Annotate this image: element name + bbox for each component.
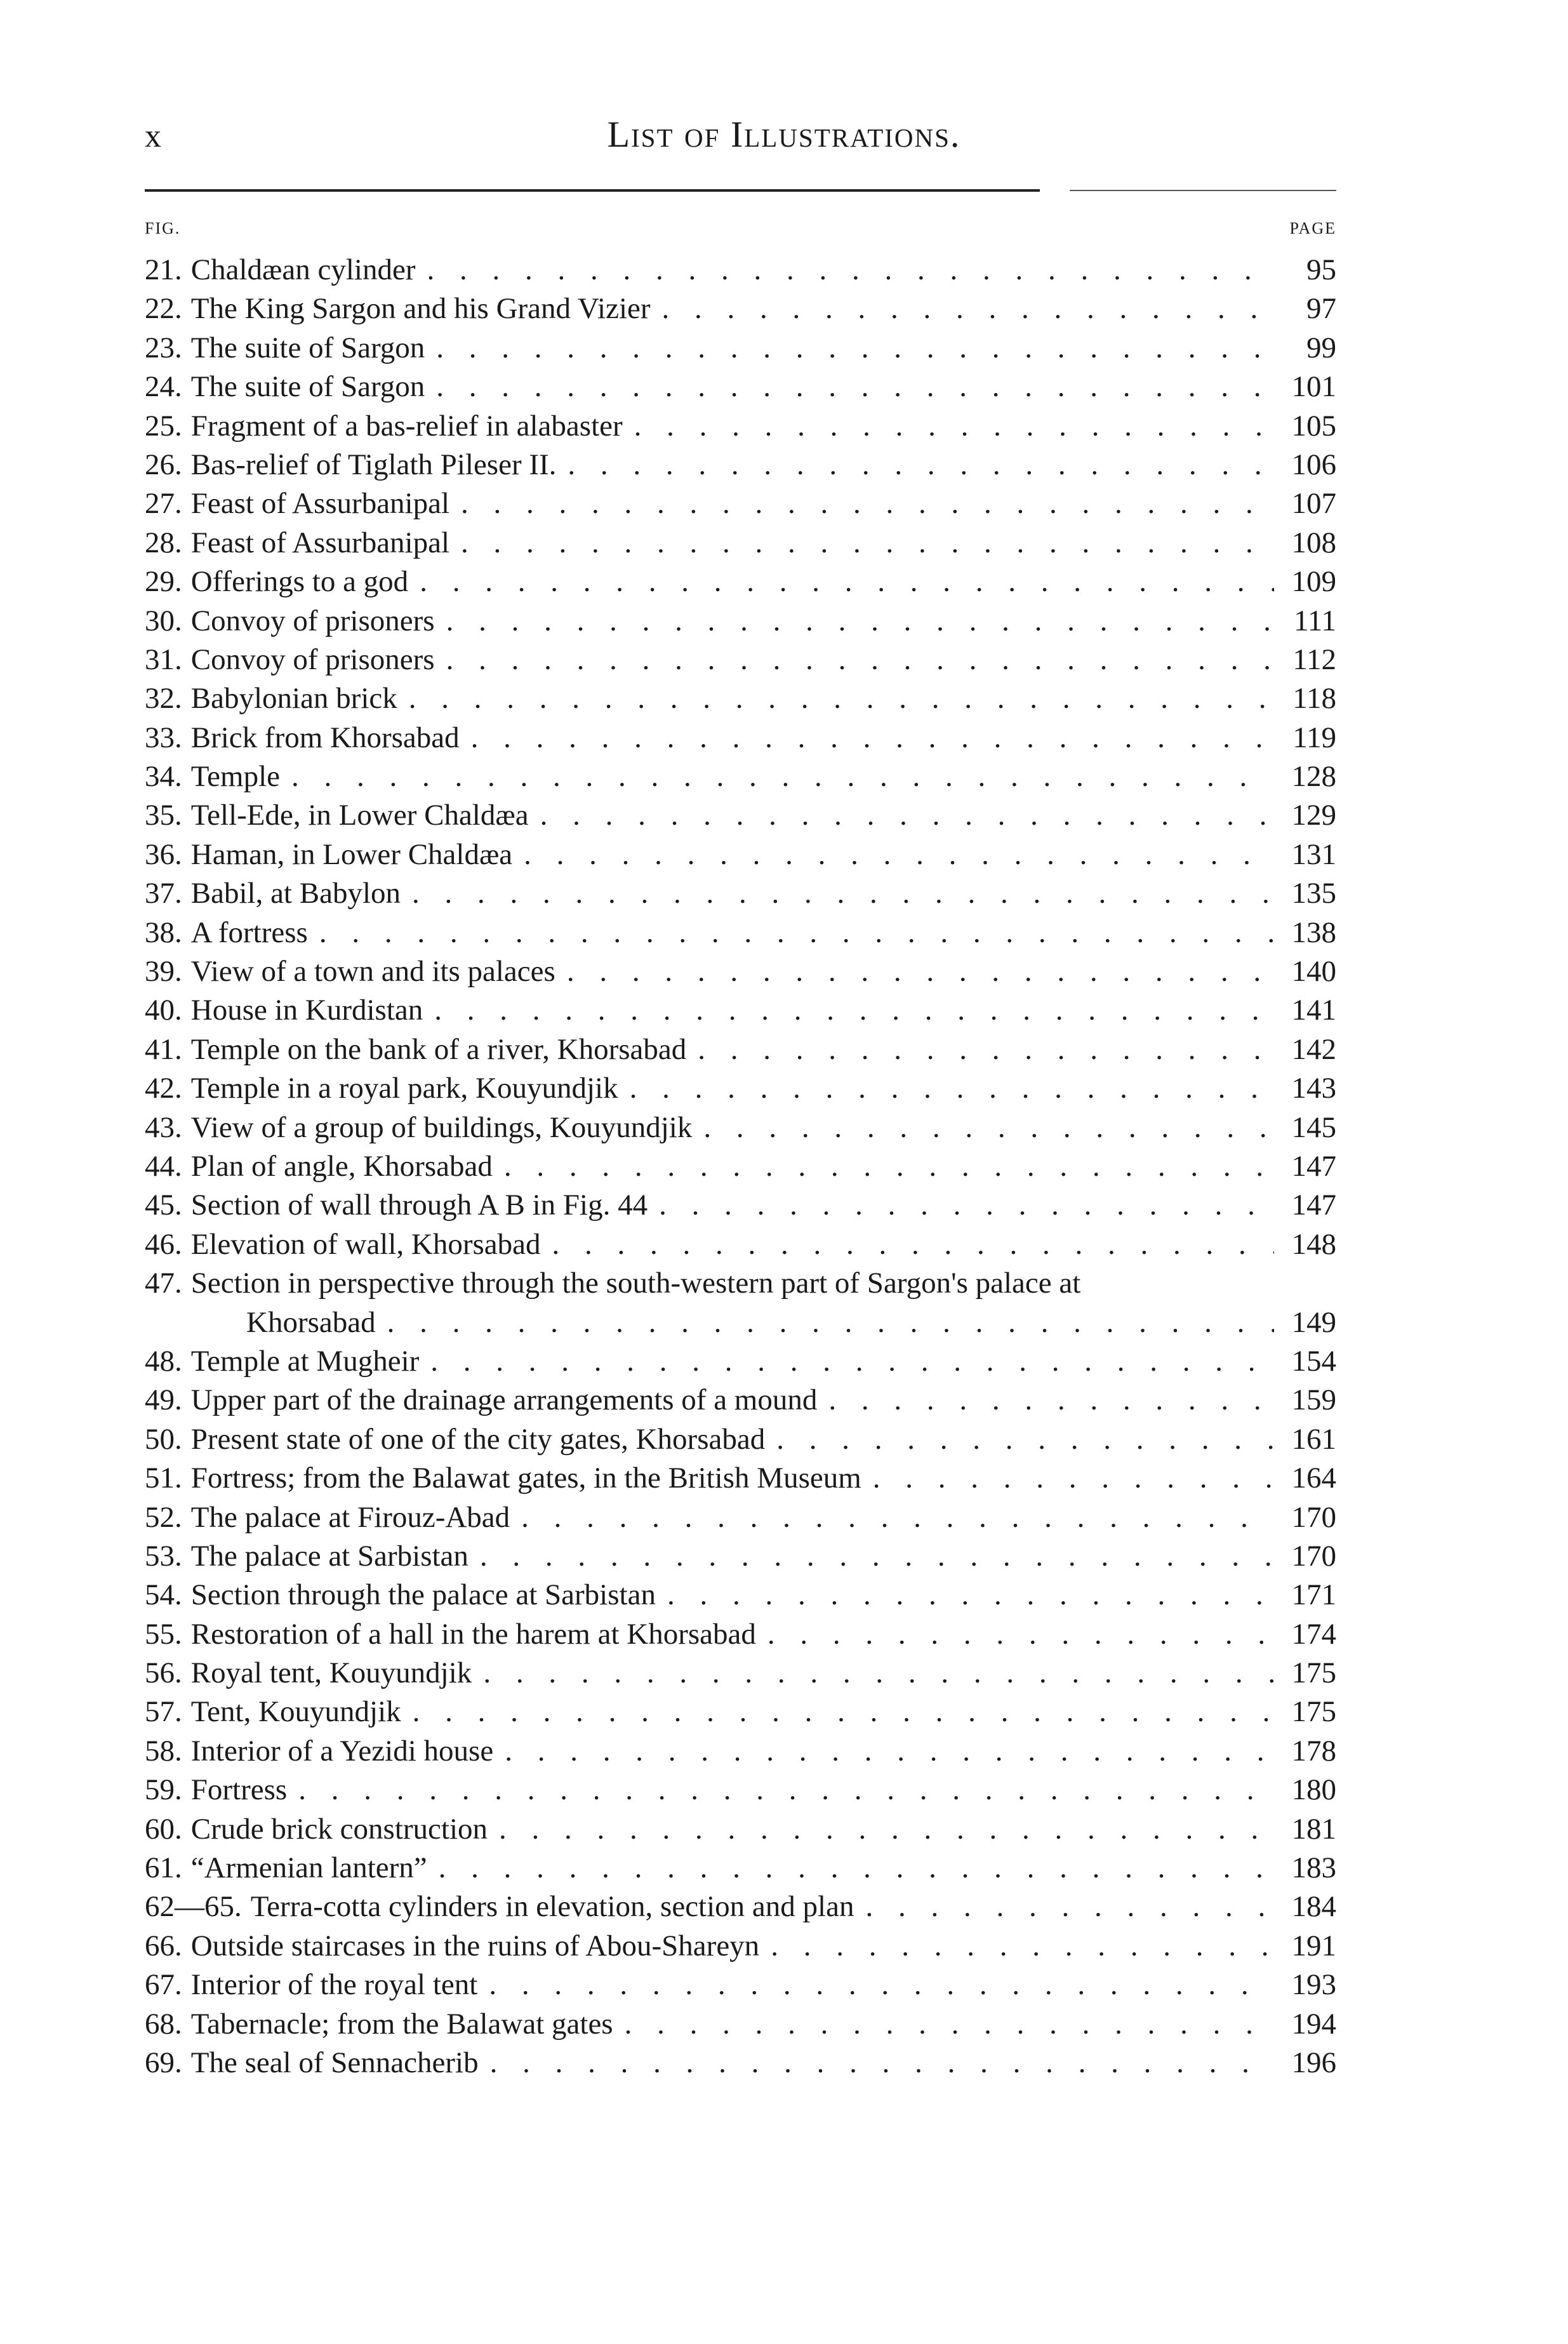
dot-leader <box>767 1617 1274 1651</box>
dot-leader <box>540 798 1274 832</box>
dot-leader <box>483 1656 1274 1690</box>
dot-leader <box>667 1578 1274 1612</box>
dot-leader <box>552 1227 1274 1262</box>
figure-number: 36. <box>145 837 182 871</box>
page-title: List of Illustrations. <box>607 114 961 155</box>
page-number-ref: 175 <box>1291 1656 1336 1690</box>
dot-leader <box>436 370 1274 404</box>
page-number-ref: 180 <box>1291 1773 1336 1807</box>
figure-title: Section of wall through A B in Fig. 44 <box>190 1189 648 1222</box>
page-number-ref: 108 <box>1291 526 1336 559</box>
list-item <box>145 486 1336 525</box>
page-number-ref: 131 <box>1291 837 1336 871</box>
dot-leader <box>776 1422 1274 1456</box>
figure-title: Fortress; from the Balawat gates, in the British Museum <box>190 1462 861 1495</box>
page-number-ref: 142 <box>1291 1032 1336 1066</box>
figure-number: 60. <box>145 1812 182 1846</box>
figure-number: 52. <box>145 1500 182 1534</box>
page-number-ref: 171 <box>1291 1578 1336 1612</box>
dot-leader <box>298 1773 1274 1807</box>
page-column-header: PAGE <box>1289 219 1336 237</box>
list-item <box>145 1812 1336 1851</box>
figure-title: Bas-relief of Tiglath Pileser II. <box>190 448 557 481</box>
list-item <box>145 1578 1336 1616</box>
dot-leader <box>703 1110 1274 1145</box>
list-item <box>145 837 1336 876</box>
page-number-ref: 170 <box>1291 1500 1336 1534</box>
page-number-ref: 178 <box>1291 1734 1336 1768</box>
figure-title: House in Kurdistan <box>190 994 423 1027</box>
dot-leader <box>387 1305 1274 1340</box>
dot-leader <box>319 916 1274 950</box>
dot-leader <box>446 643 1274 677</box>
figure-title: Tell-Ede, in Lower Chaldæa <box>190 799 529 832</box>
figure-number: 56. <box>145 1656 182 1690</box>
figure-number: 31. <box>145 643 182 676</box>
figure-title: Interior of the royal tent <box>190 1968 478 2002</box>
figure-number: 62—65. <box>145 1890 242 1924</box>
list-item <box>145 643 1336 681</box>
page-number-ref: 112 <box>1292 643 1336 676</box>
figure-number: 67. <box>145 1968 182 2002</box>
dot-leader <box>480 1539 1274 1573</box>
figure-number: 46. <box>145 1227 182 1261</box>
page-number-ref: 191 <box>1291 1929 1336 1962</box>
page-number-ref: 147 <box>1291 1149 1336 1183</box>
figure-title: The suite of Sargon <box>190 370 425 404</box>
page-number-ref: 105 <box>1291 409 1336 443</box>
list-item <box>145 2046 1336 2084</box>
list-item <box>145 1734 1336 1773</box>
dot-leader <box>420 564 1274 599</box>
figure-title: The palace at Sarbistan <box>190 1539 468 1573</box>
figure-number: 45. <box>145 1189 182 1222</box>
header-rule-right <box>1070 190 1336 191</box>
page-number-ref: 159 <box>1291 1383 1336 1417</box>
list-item <box>145 1773 1336 1811</box>
figure-title: View of a group of buildings, Kouyundjik <box>190 1110 693 1144</box>
figure-title: Convoy of prisoners <box>190 604 435 637</box>
page-number-ref: 193 <box>1291 1968 1336 2002</box>
list-item <box>145 721 1336 759</box>
figure-title: Outside staircases in the ruins of Abou-Shareyn <box>190 1929 760 1962</box>
figure-number: 53. <box>145 1539 182 1573</box>
figure-title: Fortress <box>190 1773 288 1807</box>
figure-title: Interior of a Yezidi house <box>190 1734 494 1768</box>
page-number-ref: 141 <box>1291 994 1336 1027</box>
figure-title: Tabernacle; from the Balawat gates <box>190 2007 613 2041</box>
dot-leader <box>461 526 1274 560</box>
list-item <box>145 1500 1336 1539</box>
figure-title: Restoration of a hall in the harem at Khorsabad <box>190 1617 756 1651</box>
figure-number: 32. <box>145 682 182 716</box>
list-item <box>145 253 1336 291</box>
dot-leader <box>524 837 1274 872</box>
header-rule <box>145 189 1040 192</box>
list-item <box>145 1889 1336 1928</box>
figure-number: 41. <box>145 1032 182 1066</box>
list-item <box>145 291 1336 330</box>
list-item <box>145 1227 1336 1266</box>
dot-leader <box>659 1188 1274 1222</box>
dot-leader <box>434 993 1274 1027</box>
figure-number: 47. <box>145 1267 182 1300</box>
figure-number: 43. <box>145 1110 182 1144</box>
dot-leader <box>771 1929 1274 1963</box>
figure-title: Feast of Assurbanipal <box>190 487 450 521</box>
list-item <box>145 2007 1336 2046</box>
page-number-ref: 97 <box>1306 292 1336 326</box>
dot-leader <box>630 1071 1274 1105</box>
page-number-ref: 106 <box>1291 448 1336 481</box>
list-item <box>145 1656 1336 1695</box>
figure-title: Upper part of the drainage arrangements of a mound <box>190 1383 818 1417</box>
figure-title: Chaldæan cylinder <box>190 253 416 286</box>
page-number-ref: 118 <box>1292 682 1336 716</box>
dot-leader <box>409 681 1274 716</box>
page-number-ref: 107 <box>1291 487 1336 521</box>
list-item <box>145 681 1336 720</box>
page-number-ref: 129 <box>1291 799 1336 832</box>
figure-title: The suite of Sargon <box>190 331 425 364</box>
dot-leader <box>291 759 1274 794</box>
page-number-ref: 128 <box>1291 760 1336 794</box>
list-item <box>145 1617 1336 1656</box>
figure-title: Feast of Assurbanipal <box>190 526 450 559</box>
list-item <box>145 1461 1336 1500</box>
figure-number: 42. <box>145 1072 182 1105</box>
list-item <box>145 448 1336 486</box>
dot-leader <box>504 1149 1274 1183</box>
figure-title: Terra-cotta cylinders in elevation, section and plan <box>250 1890 854 1924</box>
figure-title: “Armenian lantern” <box>190 1851 427 1885</box>
figure-number: 57. <box>145 1695 182 1729</box>
dot-leader <box>828 1383 1274 1417</box>
dot-leader <box>625 2007 1274 2041</box>
figure-title: Fragment of a bas-relief in alabaster <box>190 409 623 443</box>
dot-leader <box>439 1851 1274 1885</box>
dot-leader <box>568 448 1274 482</box>
list-item <box>145 1383 1336 1422</box>
figure-number: 44. <box>145 1149 182 1183</box>
figure-number: 27. <box>145 487 182 521</box>
figure-title: Plan of angle, Khorsabad <box>190 1149 493 1183</box>
list-item-continuation <box>145 1305 1336 1344</box>
page-number-ref: 194 <box>1291 2007 1336 2041</box>
dot-leader <box>427 253 1274 287</box>
figure-title: Section in perspective through the south-western part of Sargon's palace at <box>190 1267 1081 1300</box>
figure-number: 58. <box>145 1734 182 1768</box>
page-number-ref: 161 <box>1291 1422 1336 1456</box>
page-number-ref: 149 <box>1291 1305 1336 1339</box>
list-item <box>145 1422 1336 1461</box>
figure-number: 69. <box>145 2046 182 2079</box>
list-item <box>145 1344 1336 1383</box>
figure-title: Tent, Kouyundjik <box>190 1695 401 1729</box>
figure-title: The King Sargon and his Grand Vizier <box>190 292 651 326</box>
dot-leader <box>446 604 1274 638</box>
figure-number: 61. <box>145 1851 182 1885</box>
figure-number: 49. <box>145 1383 182 1417</box>
dot-leader <box>698 1032 1274 1067</box>
page-number-ref: 181 <box>1291 1812 1336 1846</box>
figure-title: Convoy of prisoners <box>190 643 435 676</box>
figure-number: 40. <box>145 994 182 1027</box>
figure-number: 35. <box>145 799 182 832</box>
page-number-ref: 174 <box>1291 1617 1336 1651</box>
page-number-ref: 154 <box>1291 1344 1336 1378</box>
figure-number: 50. <box>145 1422 182 1456</box>
illustrations-list <box>145 253 1336 2084</box>
figure-number: 55. <box>145 1617 182 1651</box>
list-item <box>145 876 1336 915</box>
figure-title: Temple <box>190 760 281 794</box>
list-item <box>145 1071 1336 1110</box>
page-number-ref: 196 <box>1291 2046 1336 2079</box>
dot-leader <box>499 1812 1274 1846</box>
page-number-ref: 119 <box>1292 721 1336 754</box>
figure-title: Brick from Khorsabad <box>190 721 460 754</box>
figure-title-continuation: Khorsabad <box>246 1305 376 1339</box>
dot-leader <box>865 1889 1274 1924</box>
list-item <box>145 1032 1336 1071</box>
figure-title: Elevation of wall, Khorsabad <box>190 1227 541 1261</box>
figure-number: 22. <box>145 292 182 326</box>
dot-leader <box>412 876 1274 910</box>
list-item <box>145 1266 1336 1305</box>
figure-title: Section through the palace at Sarbistan <box>190 1578 656 1612</box>
figure-title: Temple at Mugheir <box>190 1344 420 1378</box>
list-item <box>145 409 1336 448</box>
list-item <box>145 759 1336 798</box>
page-number: x <box>145 118 161 154</box>
figure-number: 21. <box>145 253 182 286</box>
figure-title: Haman, in Lower Chaldæa <box>190 837 513 871</box>
list-item <box>145 1110 1336 1149</box>
dot-leader <box>490 2046 1274 2080</box>
list-item <box>145 1929 1336 1968</box>
list-item <box>145 564 1336 603</box>
page-number-ref: 148 <box>1291 1227 1336 1261</box>
figure-number: 28. <box>145 526 182 559</box>
dot-leader <box>505 1734 1274 1768</box>
list-item <box>145 1968 1336 2006</box>
figure-title: The palace at Firouz-Abad <box>190 1500 510 1534</box>
list-item <box>145 331 1336 370</box>
page-number-ref: 135 <box>1291 877 1336 910</box>
figure-number: 38. <box>145 916 182 949</box>
figure-number: 37. <box>145 877 182 910</box>
page-number-ref: 175 <box>1291 1695 1336 1729</box>
figure-title: Royal tent, Kouyundjik <box>190 1656 472 1690</box>
page-number-ref: 140 <box>1291 955 1336 989</box>
dot-leader <box>489 1968 1274 2002</box>
list-item <box>145 370 1336 408</box>
figure-number: 54. <box>145 1578 182 1612</box>
list-item <box>145 1188 1336 1227</box>
page-number-ref: 138 <box>1291 916 1336 949</box>
figure-title: Temple in a royal park, Kouyundjik <box>190 1072 618 1105</box>
figure-number: 29. <box>145 565 182 599</box>
page-number-ref: 95 <box>1306 253 1336 286</box>
figure-title: Present state of one of the city gates, Khorsabad <box>190 1422 766 1456</box>
figure-number: 39. <box>145 955 182 989</box>
dot-leader <box>873 1461 1274 1495</box>
page-number-ref: 145 <box>1291 1110 1336 1144</box>
list-item <box>145 526 1336 564</box>
fig-column-header: FIG. <box>145 219 181 237</box>
figure-number: 25. <box>145 409 182 443</box>
list-item <box>145 954 1336 993</box>
page-number-ref: 164 <box>1291 1462 1336 1495</box>
page-number-ref: 99 <box>1306 331 1336 364</box>
figure-number: 51. <box>145 1462 182 1495</box>
dot-leader <box>521 1500 1274 1535</box>
list-item <box>145 1539 1336 1578</box>
figure-number: 26. <box>145 448 182 481</box>
list-item <box>145 916 1336 954</box>
figure-title: The seal of Sennacherib <box>190 2046 479 2079</box>
list-item <box>145 1695 1336 1733</box>
figure-number: 59. <box>145 1773 182 1807</box>
page-number-ref: 184 <box>1291 1890 1336 1924</box>
figure-title: Crude brick construction <box>190 1812 488 1846</box>
figure-title: View of a town and its palaces <box>190 955 555 989</box>
list-item <box>145 798 1336 837</box>
dot-leader <box>662 291 1274 326</box>
figure-number: 34. <box>145 760 182 794</box>
dot-leader <box>430 1344 1274 1378</box>
figure-number: 30. <box>145 604 182 637</box>
figure-number: 33. <box>145 721 182 754</box>
figure-title: A fortress <box>190 916 308 949</box>
page-number-ref: 170 <box>1291 1539 1336 1573</box>
figure-number: 68. <box>145 2007 182 2041</box>
dot-leader <box>634 409 1274 443</box>
dot-leader <box>413 1695 1274 1729</box>
list-item <box>145 1149 1336 1188</box>
figure-number: 66. <box>145 1929 182 1962</box>
figure-title: Temple on the bank of a river, Khorsabad <box>190 1032 687 1066</box>
figure-number: 48. <box>145 1344 182 1378</box>
figure-title: Offerings to a god <box>190 565 409 599</box>
figure-title: Babylonian brick <box>190 682 397 716</box>
page-number-ref: 183 <box>1291 1851 1336 1885</box>
page-number-ref: 101 <box>1291 370 1336 404</box>
dot-leader <box>436 331 1274 365</box>
figure-number: 24. <box>145 370 182 404</box>
list-item <box>145 993 1336 1032</box>
list-item <box>145 1851 1336 1889</box>
page-number-ref: 109 <box>1291 565 1336 599</box>
page-number-ref: 111 <box>1293 604 1336 637</box>
figure-title: Babil, at Babylon <box>190 877 401 910</box>
dot-leader <box>471 721 1274 755</box>
page-number-ref: 143 <box>1291 1072 1336 1105</box>
list-item <box>145 604 1336 643</box>
figure-number: 23. <box>145 331 182 364</box>
page-number-ref: 147 <box>1291 1189 1336 1222</box>
dot-leader <box>567 954 1274 989</box>
dot-leader <box>461 486 1274 521</box>
